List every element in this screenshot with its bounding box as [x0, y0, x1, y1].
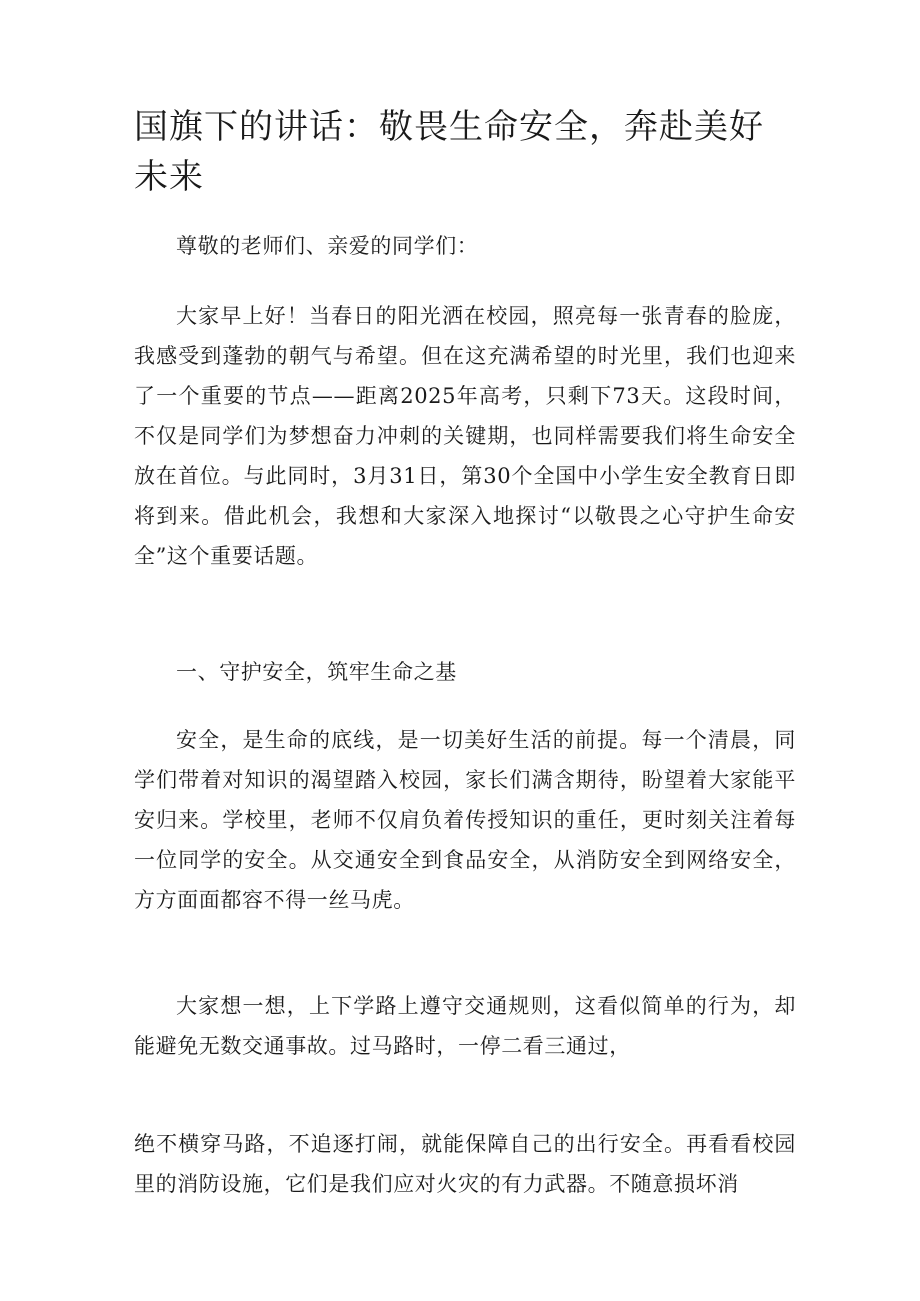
paragraph-intro: 大家早上好！当春日的阳光洒在校园，照亮每一张青春的脸庞，我感受到蓬勃的朝气与希望。但在这充满希望的时光里，我们也迎来了一个重要的节点——距离2025年高考，只剩下73天。这段时间，不仅是同学们为梦想奋力冲刺的关键期，也同样需要我们将生命安全放在首位。与此同时，3月31日，第30个全国中小学生安全教育日即将到来。借此机会，我想和大家深入地探讨“以敬畏之心守护生命安全”这个重要话题。	[134, 304, 796, 568]
paragraph-continued: 绝不横穿马路，不追逐打闹，就能保障自己的出行安全。再看看校园里的消防设施，它们是我们应对火灾的有力武器。不随意损坏消	[134, 1132, 796, 1196]
paragraph-traffic: 大家想一想，上下学路上遵守交通规则，这看似简单的行为，却能避免无数交通事故。过马路时，一停二看三通过，	[134, 994, 796, 1058]
greeting: 尊敬的老师们、亲爱的同学们：	[176, 234, 479, 258]
paragraph-safety: 安全，是生命的底线，是一切美好生活的前提。每一个清晨，同学们带着对知识的渴望踏入校园，家长们满含期待，盼望着大家能平安归来。学校里，老师不仅肩负着传授知识的重任，更时刻关注着每一位同学的安全。从交通安全到食品安全，从消防安全到网络安全，方方面面都容不得一丝马虎。	[134, 728, 796, 912]
document-title: 国旗下的讲话：敬畏生命安全，奔赴美好未来	[134, 107, 764, 197]
section-heading: 一、守护安全，筑牢生命之基	[176, 660, 457, 684]
